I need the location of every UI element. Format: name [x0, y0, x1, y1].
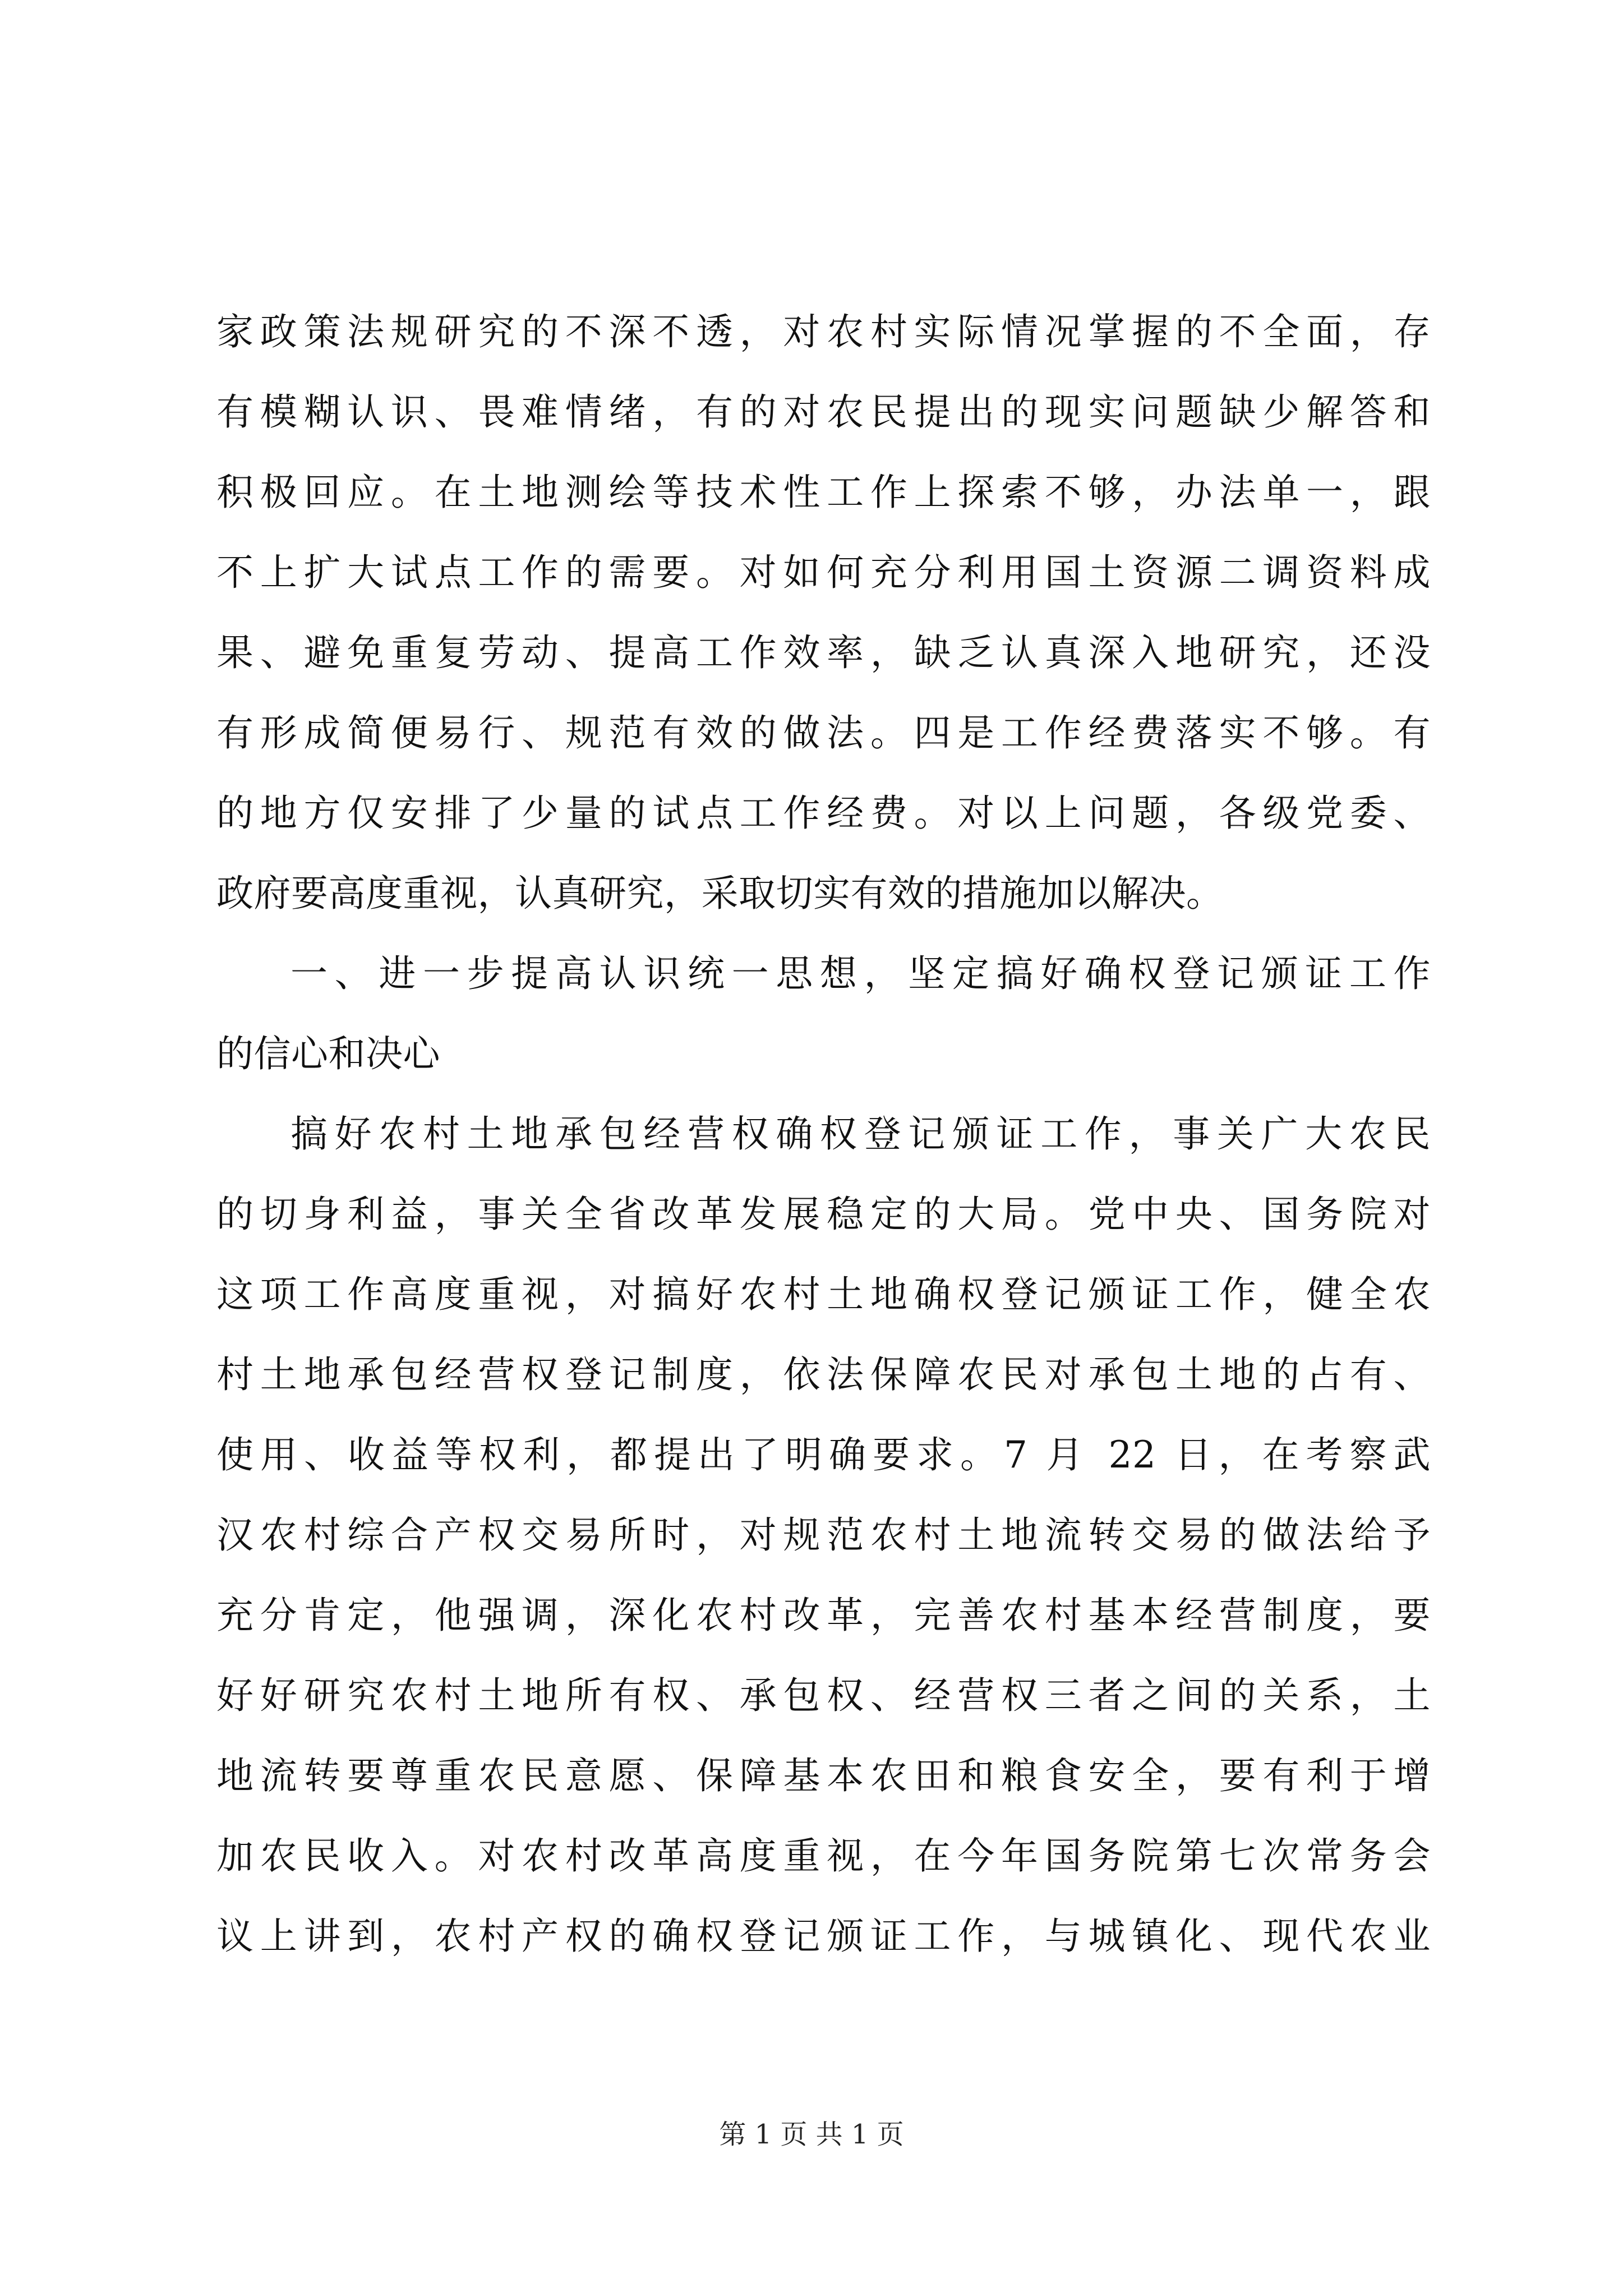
text-line: 议上讲到，农村产权的确权登记颁证工作，与城镇化、现代农业	[216, 1915, 1431, 1958]
text-line: 地流转要尊重农民意愿、保障基本农田和粮食安全，要有利于增	[216, 1754, 1431, 1797]
text-line: 搞好农村土地承包经营权确权登记颁证工作，事关广大农民	[291, 1112, 1431, 1156]
text-line: 果、避免重复劳动、提高工作效率，缺乏认真深入地研究，还没	[216, 631, 1431, 674]
text-line: 加农民收入。对农村改革高度重视，在今年国务院第七次常务会	[216, 1834, 1431, 1878]
text-line: 村土地承包经营权登记制度，依法保障农民对承包土地的占有、	[216, 1353, 1431, 1396]
text-line: 的切身利益，事关全省改革发展稳定的大局。党中央、国务院对	[216, 1193, 1431, 1236]
text-line: 家政策法规研究的不深不透，对农村实际情况掌握的不全面，存	[216, 310, 1431, 353]
section-heading-line: 一、进一步提高认识统一思想，坚定搞好确权登记颁证工作	[291, 952, 1431, 995]
text-line: 政府要高度重视，认真研究，采取切实有效的措施加以解决。	[216, 872, 1224, 915]
text-line: 积极回应。在土地测绘等技术性工作上探索不够，办法单一，跟	[216, 471, 1431, 514]
text-line: 汉农村综合产权交易所时，对规范农村土地流转交易的做法给予	[216, 1513, 1431, 1557]
text-line: 充分肯定，他强调，深化农村改革，完善农村基本经营制度，要	[216, 1594, 1431, 1637]
text-line: 这项工作高度重视，对搞好农村土地确权登记颁证工作，健全农	[216, 1273, 1431, 1316]
text-line: 不上扩大试点工作的需要。对如何充分利用国土资源二调资料成	[216, 551, 1431, 594]
page-footer: 第 1 页 共 1 页	[719, 2119, 904, 2150]
text-line: 使用、收益等权利，都提出了明确要求。7 月 22 日，在考察武	[216, 1433, 1431, 1476]
text-line: 的地方仅安排了少量的试点工作经费。对以上问题，各级党委、	[216, 792, 1431, 835]
section-heading-line: 的信心和决心	[216, 1032, 440, 1075]
document-body	[216, 292, 1431, 1976]
text-line: 有模糊认识、畏难情绪，有的对农民提出的现实问题缺少解答和	[216, 390, 1431, 434]
text-line: 好好研究农村土地所有权、承包权、经营权三者之间的关系，土	[216, 1674, 1431, 1717]
text-line: 有形成简便易行、规范有效的做法。四是工作经费落实不够。有	[216, 711, 1431, 754]
